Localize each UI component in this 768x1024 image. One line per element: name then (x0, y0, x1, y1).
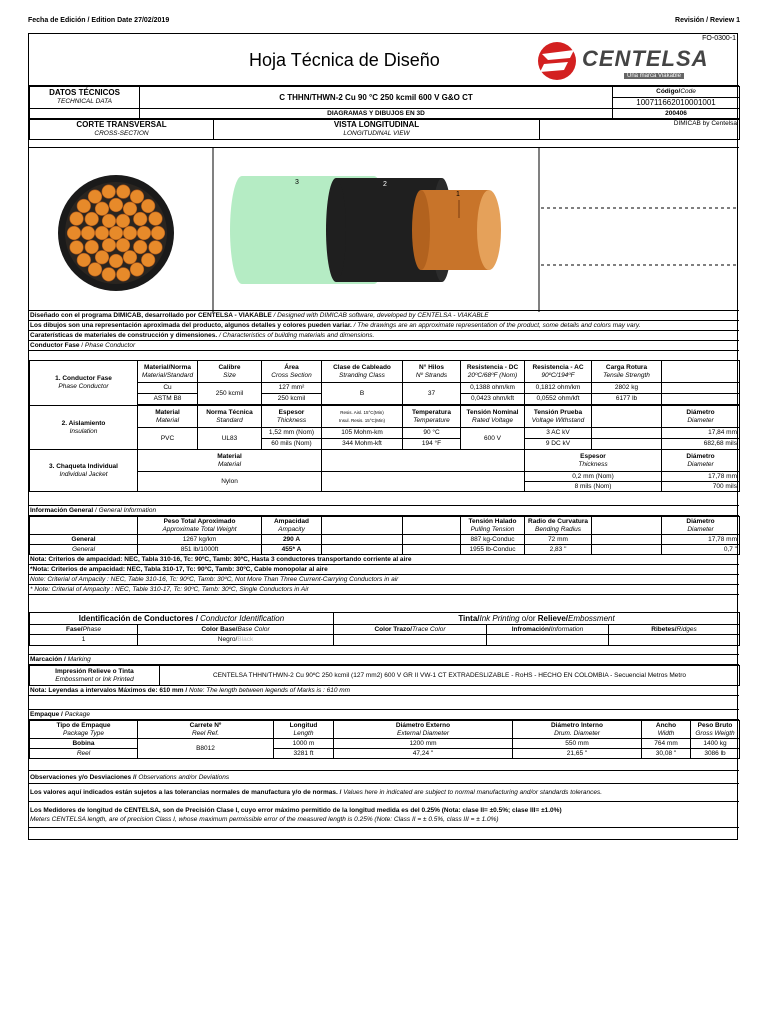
designed-note: Diseñado con el programa DIMICAB, desarrollado por CENTELSA - VIAKABLE / Designed with DIMICAB software, developed by CENTELSA - VIAKABLE (29, 311, 739, 321)
observations-title: Observaciones y/o Desviaciones // Observations and/or Deviations (29, 770, 739, 784)
product-number: 200406 (613, 109, 740, 119)
datos-label: DATOS TÉCNICOS TECHNICAL DATA (30, 87, 140, 109)
dimicab-label: DIMICAB by Centelsa (540, 120, 740, 140)
strand (130, 190, 144, 204)
strand (95, 226, 109, 240)
review-number: Revisión / Review 1 (675, 17, 740, 24)
strand (149, 241, 163, 255)
ampacity-note-4: * Note: Criterial of Ampacity : NEC, Table 310-17, Tc: 90ºC, Tamb: 30ºC, Single Conductors in Air (29, 585, 739, 595)
construction-table: 1. Conductor Fase Phase Conductor Material/Norma Material/Standard Calibre Size Área Cross Section Clase de Cableado Stranding Class N° Hilos Nº Strands Resistencia - DC 20ºC/68ºF (Nom) Resistencia - AC 90ºC/194ºF Carga Rotura Tensile Strength Cu 250 kcmil 127 mm² B 37 0,1388 ohm/km 0,1812 ohm/km 2802 kg ASTM B8 250 kcmil 0,0423 ohm/kft 0,0552 ohm/kft 6177 lb 2. Aislamiento Insulation Material Material Norma Técnica Standard Espesor Thickness Resis. Aisl. 15°C(Min) Insul. Resis. 15°C(Min) Temperatura Temperature Tensión Nominal Rated Voltage Tensión Prueba Voltage Withstand Diámetro Diameter PVC UL83 1,52 mm (Nom) 105 Mohm-km 90 °C 600 V 3 AC kV 17,84 mm 60 mils (Nom) 344 Mohm-kft 194 °F 9 DC kV 682,68 mils 3. Chaqueta Individual Individual Jacket Material Material Espesor Thickness Diámetro Diameter Nylon 0,2 mm (Nom) 17,78 mm 8 mils (Nom) 700 mils (29, 360, 739, 492)
strand (123, 202, 137, 216)
strand (102, 214, 116, 228)
technical-data (29, 86, 739, 140)
strand (88, 263, 102, 277)
drawings-note: Los dibujos son una representación aproximada del producto, algunos detalles y colores pueden variar. / The drawings are an approximate representation of the product, some details and colors may vary. (29, 321, 739, 331)
diagrams-title: DIAGRAMAS Y DIBUJOS EN 3D (140, 109, 613, 119)
form-code: FO-0300-1 (702, 35, 736, 42)
brand-tagline: Una marca Viakable (624, 73, 684, 79)
strand (137, 226, 151, 240)
marking: Marcación / Marking Impresión Relieve o Tinta Embossment or Ink Printed CENTELSA THHN/THWN-2 Cu 90ºC 250 kcmil (127 mm2) 600 V GR II VW-1 CT EXTRADESLIZABLE - RoHS - HECHO EN COLOMBIA - Secuencial Metros Metro Nota: Leyendas a intervalos Máximos de: 610 mm / Note: The length between legends of Marks is : 610 mm (29, 654, 739, 696)
ampacity-note-1: Nota: Criterios de ampacidad: NEC, Tabla 310-16, Tc: 90ºC, Tamb: 30ºC, Hasta 3 conductores transportando corriente al aire (29, 555, 739, 565)
strand (95, 250, 109, 264)
conductor-size: 250 kcmil (198, 383, 262, 405)
package-title: Empaque / Package (29, 709, 739, 720)
marking-title: Marcación / Marking (29, 654, 739, 665)
edition-bar (28, 17, 740, 29)
strand (70, 241, 84, 255)
centelsa-logo (534, 40, 724, 82)
conductor-title: Conductor Fase / Phase Conductor (29, 341, 739, 351)
longitudinal-view-icon (230, 176, 501, 284)
strand (102, 238, 116, 252)
strand (149, 212, 163, 226)
ampacity-note-3: Note: Criterial of Ampacity : NEC, Table 310-16, Tc: 90ºC, Tamb: 30ºC, Not More Than Three Current-Carrying Conductors in air (29, 575, 739, 585)
ink-title: Tinta/Ink Printing o/or Relieve/Embossment (334, 613, 740, 625)
longitudinal-label: VISTA LONGITUDINAL LONGITUDINAL VIEW (214, 120, 540, 140)
conductor-material: Cu (138, 383, 198, 394)
ident-title: Identificación de Conductores / Conductor Identification (30, 613, 334, 625)
general-title: Información General / General Information (29, 505, 739, 516)
strand (123, 250, 137, 264)
conductor-h0: Material/Norma Material/Standard (138, 361, 198, 383)
strand (77, 199, 91, 213)
strand (85, 212, 99, 226)
insulation-material: PVC (138, 428, 198, 450)
package: Empaque / Package Tipo de Empaque Package Type Carrete Nº Reel Ref. Longitud Length Diámetro Externo External Diameter Diámetro Interno Drum. Diameter Ancho Width Peso Bruto Gross Weigth Bobina B8012 1000 m 1200 mm 550 mm 764 mm 1400 kg Reel 3281 ft 47,24 " 21,65 " 30,08 " 3086 lb (29, 709, 739, 759)
strand (85, 240, 99, 254)
characteristics-note: Caraterísticas de materiales de construcción y dimensiones. / Characteristics of building materials and dimensions. (29, 331, 739, 341)
header (29, 34, 739, 86)
strand (70, 212, 84, 226)
strand (77, 253, 91, 267)
label-2: 2 (383, 181, 387, 188)
strand (123, 226, 137, 240)
product-name: C THHN/THWN-2 Cu 90 °C 250 kcmil 600 V G&O CT (140, 87, 613, 109)
cross-section-icon (58, 175, 174, 291)
strand (109, 254, 123, 268)
strand (102, 185, 116, 199)
tolerance-note: Los valores aquí indicados están sujetos a las tolerancias normales de manufactura y/o de normas. / Values here in indicated are subject to normal manufacturing and/or standards tolerances. (29, 784, 739, 802)
strand (151, 226, 165, 240)
strand (116, 214, 130, 228)
strand (133, 212, 147, 226)
strand (81, 226, 95, 240)
strand (116, 238, 130, 252)
insulation-row-label: 2. Aislamiento Insulation (30, 406, 138, 450)
marking-note: Nota: Leyendas a intervalos Máximos de: 610 mm / Note: The length between legends of Marks is : 610 mm (29, 686, 739, 696)
strand (141, 199, 155, 213)
strand (102, 268, 116, 282)
conductor-row-label: 1. Conductor Fase Phase Conductor (30, 361, 138, 406)
page-title: Hoja Técnica de Diseño (249, 50, 440, 70)
strand (95, 202, 109, 216)
conductor-identification: Identificación de Conductores / Conductor Identification Tinta/Ink Printing o/or Relieve/Embossment Fase/Phase Color Base/Base Color Color Trazo/Trace Color Infromación/Information Ribetes/Ridges 1 Negro/Black (29, 612, 739, 646)
brand-name: CENTELSA (582, 46, 709, 71)
product-code: 100711662010001001 (613, 98, 740, 109)
strand (109, 198, 123, 212)
marking-text: CENTELSA THHN/THWN-2 Cu 90ºC 250 kcmil (127 mm2) 600 V GR II VW-1 CT EXTRADESLIZABLE - RoHS - HECHO EN COLOMBIA - Secuencial Metros Metro (160, 666, 740, 686)
general-info: Información General / General Information Peso Total Aproximado Approximate Total Weight Ampacidad Ampacity Tensión Halado Pulling Tension Radio de Curvatura Bending Radius Diámetro Diameter General 1267 kg/km 290 A 887 kg-Conduc 72 mm 17,78 mm General 851 lb/1000ft 455* A 1955 lb-Conduc 2,83 " 0,7 " Nota: Criterios de ampacidad: NEC, Tabla 310-16, Tc: 90ºC, Tamb: 30ºC, Hasta 3 conductores transportando corriente al aire *Nota: Criterios de ampacidad: NEC, Tabla 310-17, Tc: 90ºC, Tamb: 30ºC, Cable monopolar al aire Note: Criterial of Ampacity : NEC, Table 310-16, Tc: 90ºC, Tamb: 30ºC, Not More Than Three Current-Carrying Conductors in air * Note: Criterial of Ampacity : NEC, Table 310-17, Tc: 90ºC, Tamb: 30ºC, Single Conductors in Air (29, 505, 739, 595)
edition-date: Fecha de Edición / Edition Date 27/02/2019 (28, 17, 170, 24)
datasheet (28, 33, 738, 840)
strand (133, 240, 147, 254)
drawing-notes (29, 311, 739, 351)
strand (116, 268, 130, 282)
cable-drawings (29, 147, 739, 311)
meter-note-es: Los Medidores de longitud de CENTELSA, son de Precisión Clase I, cuyo error máximo permitido de la longitud medida es del 0.25% (Nota: clase II= ±0.5%; clase III= ±1.0%) (30, 807, 562, 814)
strand (67, 226, 81, 240)
label-1: 1 (456, 191, 460, 198)
observations (29, 770, 739, 828)
meter-note-en: Meters CENTELSA length, are of precision Class I, whose maximum permissible error of the measured length is 0.25% (Note: Class II = ± 0.5%, class III = ± 1.0%) (29, 815, 739, 828)
base-color: Negro/Black (138, 635, 334, 646)
label-3: 3 (295, 179, 299, 186)
logo-mark-icon (534, 40, 580, 82)
strand (130, 263, 144, 277)
strand (116, 185, 130, 199)
code-label: Código/Code (613, 87, 740, 98)
jacket-material: Nylon (138, 472, 322, 492)
cable-drawing-svg (29, 148, 739, 312)
strand (141, 253, 155, 267)
jacket-row-label: 3. Chaqueta Individual Individual Jacket (30, 450, 138, 492)
strand (88, 190, 102, 204)
strand (109, 226, 123, 240)
cross-section-label: CORTE TRANSVERSAL CROSS-SECTION (30, 120, 214, 140)
ampacity-note-2: *Nota: Criterios de ampacidad: NEC, Tabla 310-17, Tc: 90ºC, Tamb: 30ºC, Cable monopolar al aire (29, 565, 739, 575)
